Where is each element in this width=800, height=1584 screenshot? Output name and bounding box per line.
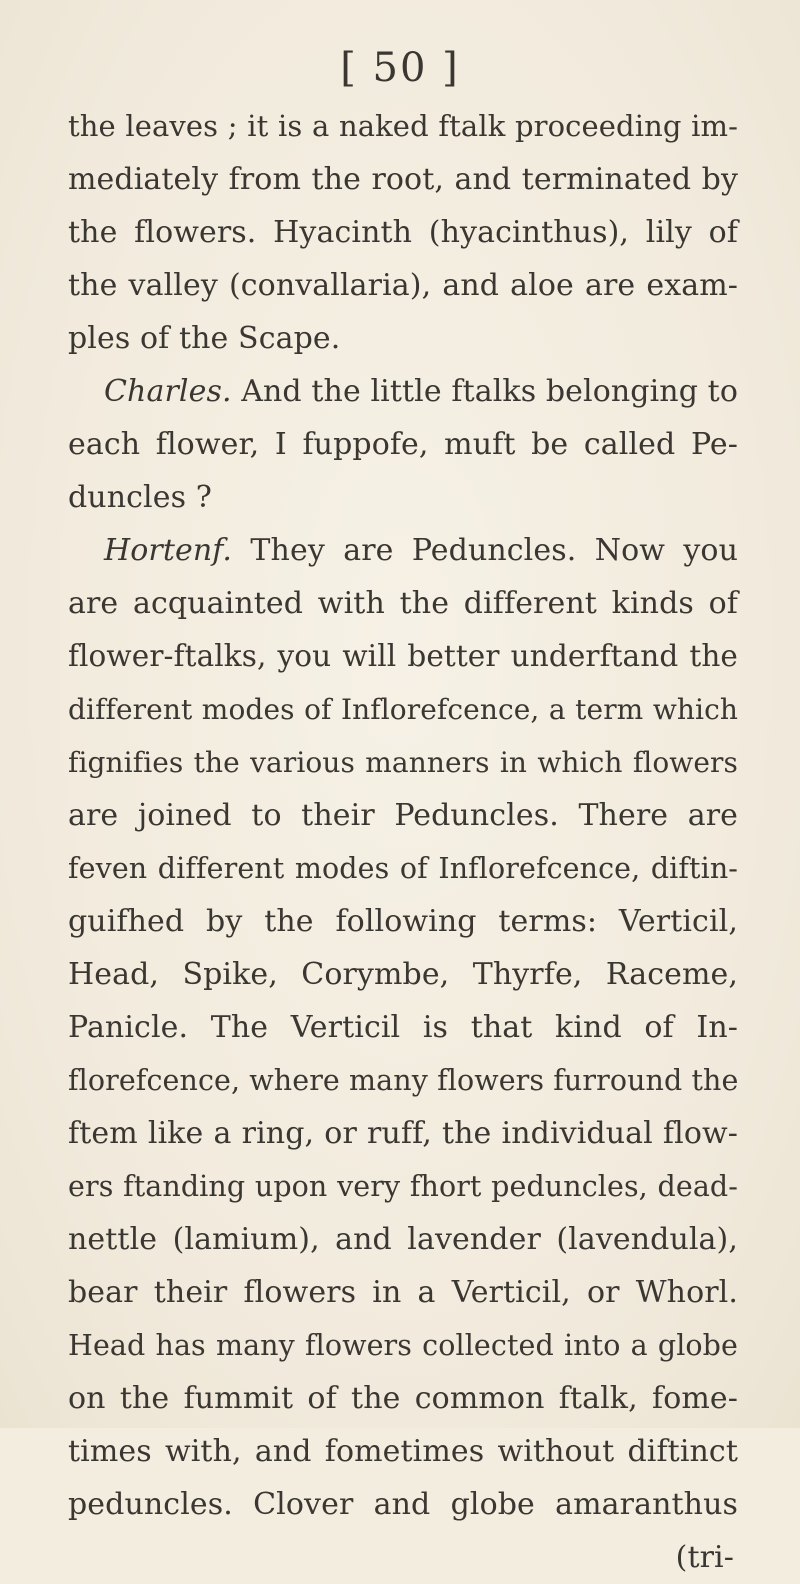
text-line: flower-ftalks, you will better underftand the [68,639,738,673]
speaker-name: Charles. [104,374,232,409]
body-text [68,100,738,1584]
text-line: bear their flowers in a Verticil, or Whorl. [68,1275,738,1310]
text-line: the flowers. Hyacinth (hyacinthus), lily of [68,215,738,250]
text-line: are joined to their Peduncles. There are [68,798,738,833]
speaker-name: Hortenf. [104,533,233,568]
text-line: times with, and fometimes without diftinct [68,1434,738,1469]
catchword: (tri- [675,1540,734,1575]
text-line: florefcence, where many flowers furround the [68,1064,739,1097]
text-line: ftem like a ring, or ruff, the individual flow- [68,1116,738,1151]
text-line: guifhed by the following terms: Verticil, [68,904,738,939]
text-line: ples of the Scape. [68,321,341,356]
text-line: Head, Spike, Corymbe, Thyrfe, Raceme, [68,957,738,992]
text-line: nettle (lamium), and lavender (lavendula), [68,1222,738,1257]
text-line: different modes of Inflorefcence, a term which [68,693,738,726]
text-line: mediately from the root, and terminated by [68,162,738,197]
text-line: on the fummit of the common ftalk, fome- [68,1381,738,1416]
text-line: feven different modes of Inflorefcence, diftin- [68,852,738,885]
dialogue-text: They are Peduncles. Now you [232,533,738,568]
text-line-dialogue [68,524,738,577]
text-line: the valley (convallaria), and aloe are exam- [68,268,738,303]
text-line: are acquainted with the different kinds of [68,586,738,621]
text-line: Panicle. The Verticil is that kind of In- [68,1010,738,1045]
text-line: peduncles. Clover and globe amaranthus [68,1487,738,1522]
dialogue-text: And the little ftalks belonging to [231,374,738,409]
text-line-dialogue [68,365,738,418]
page-number: [ 50 ] [340,45,460,91]
text-line: each flower, I fuppofe, muft be called Pe- [68,427,738,462]
text-line: ers ftanding upon very fhort peduncles, dead- [68,1170,738,1203]
text-line: duncles ? [68,480,212,515]
text-line: the leaves ; it is a naked ftalk proceeding im- [68,109,738,143]
text-line: Head has many flowers collected into a globe [68,1329,738,1362]
text-line: fignifies the various manners in which flowers [68,746,738,779]
